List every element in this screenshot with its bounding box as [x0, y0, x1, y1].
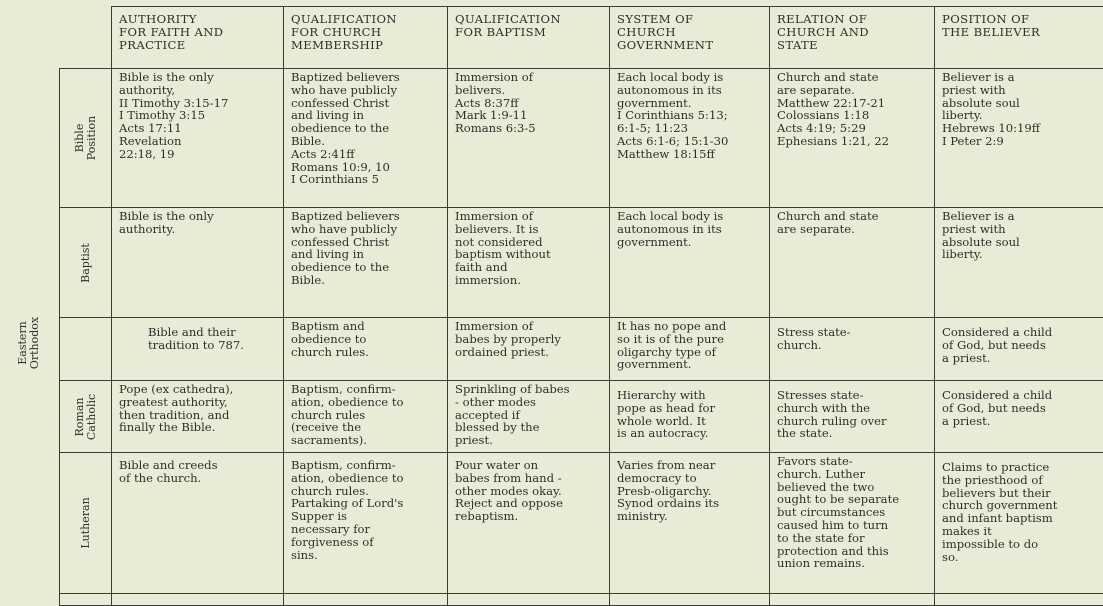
table-cell: Baptized believers who have publicly confessed Christ and living in obedience to the Bible.: [284, 208, 448, 318]
table-cell: Each local body is autonomous in its government. I Corinthians 5:13; 6:1-5; 11:23 Acts 6:1-6; 15:1-30 Matthew 18:15ff: [610, 69, 770, 208]
table-cell: Pope (ex cathedra), greatest authority, then tradition, and finally the Bible.: [112, 381, 284, 453]
table-cell: [935, 594, 1103, 606]
table-cell: Stress state- church.: [770, 318, 935, 381]
table-cell: Bible and creeds of the church.: [112, 453, 284, 594]
column-header: POSITION OF THE BELIEVER: [935, 7, 1103, 69]
side-label-eastern-orthodox: Eastern Orthodox: [17, 315, 43, 371]
table-row: [60, 381, 1103, 453]
table-cell: Favors state- church. Luther believed the two ought to be separate but circumstances caused him to turn to the state for protection and this union remains.: [770, 453, 935, 594]
row-label: [60, 318, 112, 381]
header-row: [60, 7, 1103, 69]
table-cell: Believer is a priest with absolute soul liberty.: [935, 208, 1103, 318]
table-cell: Bible is the only authority.: [112, 208, 284, 318]
row-label: Bible Position: [60, 69, 112, 208]
comparison-table: [59, 6, 1103, 606]
table-cell: [770, 594, 935, 606]
column-header: RELATION OF CHURCH AND STATE: [770, 7, 935, 69]
table-cell: Church and state are separate. Matthew 22:17-21 Colossians 1:18 Acts 4:19; 5:29 Ephesians 1:21, 22: [770, 69, 935, 208]
column-header: AUTHORITY FOR FAITH AND PRACTICE: [112, 7, 284, 69]
table-cell: [60, 594, 112, 606]
table-cell: [448, 594, 610, 606]
table-cell: Stresses state- church with the church ruling over the state.: [770, 381, 935, 453]
table-cell: Immersion of belivers. Acts 8:37ff Mark 1:9-11 Romans 6:3-5: [448, 69, 610, 208]
table-cell: Varies from near democracy to Presb-oligarchy. Synod ordains its ministry.: [610, 453, 770, 594]
table-cell: Bible is the only authority, II Timothy 3:15-17 I Timothy 3:15 Acts 17:11 Revelation 22:18, 19: [112, 69, 284, 208]
table-cell: Baptized believers who have publicly confessed Christ and living in obedience to the Bible. Acts 2:41ff Romans 10:9, 10 I Corinthians 5: [284, 69, 448, 208]
table-cell: Pour water on babes from hand - other modes okay. Reject and oppose rebaptism.: [448, 453, 610, 594]
table-cell: Baptism, confirm- ation, obedience to church rules (receive the sacraments).: [284, 381, 448, 453]
column-header: QUALIFICATION FOR CHURCH MEMBERSHIP: [284, 7, 448, 69]
table-cell: Claims to practice the priesthood of believers but their church government and infant baptism makes it impossible to do so.: [935, 453, 1103, 594]
row-label: Lutheran: [60, 453, 112, 594]
table-row: [60, 208, 1103, 318]
table-cell: [284, 594, 448, 606]
table-cell: Bible and their tradition to 787.: [112, 318, 284, 381]
table-cell: [610, 594, 770, 606]
table-row-partial: [60, 594, 1103, 606]
table-cell: Hierarchy with pope as head for whole world. It is an autocracy.: [610, 381, 770, 453]
table-cell: Considered a child of God, but needs a priest.: [935, 381, 1103, 453]
column-header: SYSTEM OF CHURCH GOVERNMENT: [610, 7, 770, 69]
table-cell: Church and state are separate.: [770, 208, 935, 318]
table-cell: Immersion of believers. It is not considered baptism without faith and immersion.: [448, 208, 610, 318]
row-label: Baptist: [60, 208, 112, 318]
column-header: QUALIFICATION FOR BAPTISM: [448, 7, 610, 69]
table-cell: It has no pope and so it is of the pure oligarchy type of government.: [610, 318, 770, 381]
table-cell: Baptism and obedience to church rules.: [284, 318, 448, 381]
row-label: Roman Catholic: [60, 381, 112, 453]
table-row: [60, 453, 1103, 594]
table-row: [60, 318, 1103, 381]
table-cell: [112, 594, 284, 606]
table-cell: Baptism, confirm- ation, obedience to church rules. Partaking of Lord's Supper is necessary for forgiveness of sins.: [284, 453, 448, 594]
corner-cell: [60, 7, 112, 69]
table-row: [60, 69, 1103, 208]
table-cell: Believer is a priest with absolute soul liberty. Hebrews 10:19ff I Peter 2:9: [935, 69, 1103, 208]
table-cell: Considered a child of God, but needs a priest.: [935, 318, 1103, 381]
table-cell: Each local body is autonomous in its government.: [610, 208, 770, 318]
table-cell: Sprinkling of babes - other modes accepted if blessed by the priest.: [448, 381, 610, 453]
table-cell: Immersion of babes by properly ordained priest.: [448, 318, 610, 381]
